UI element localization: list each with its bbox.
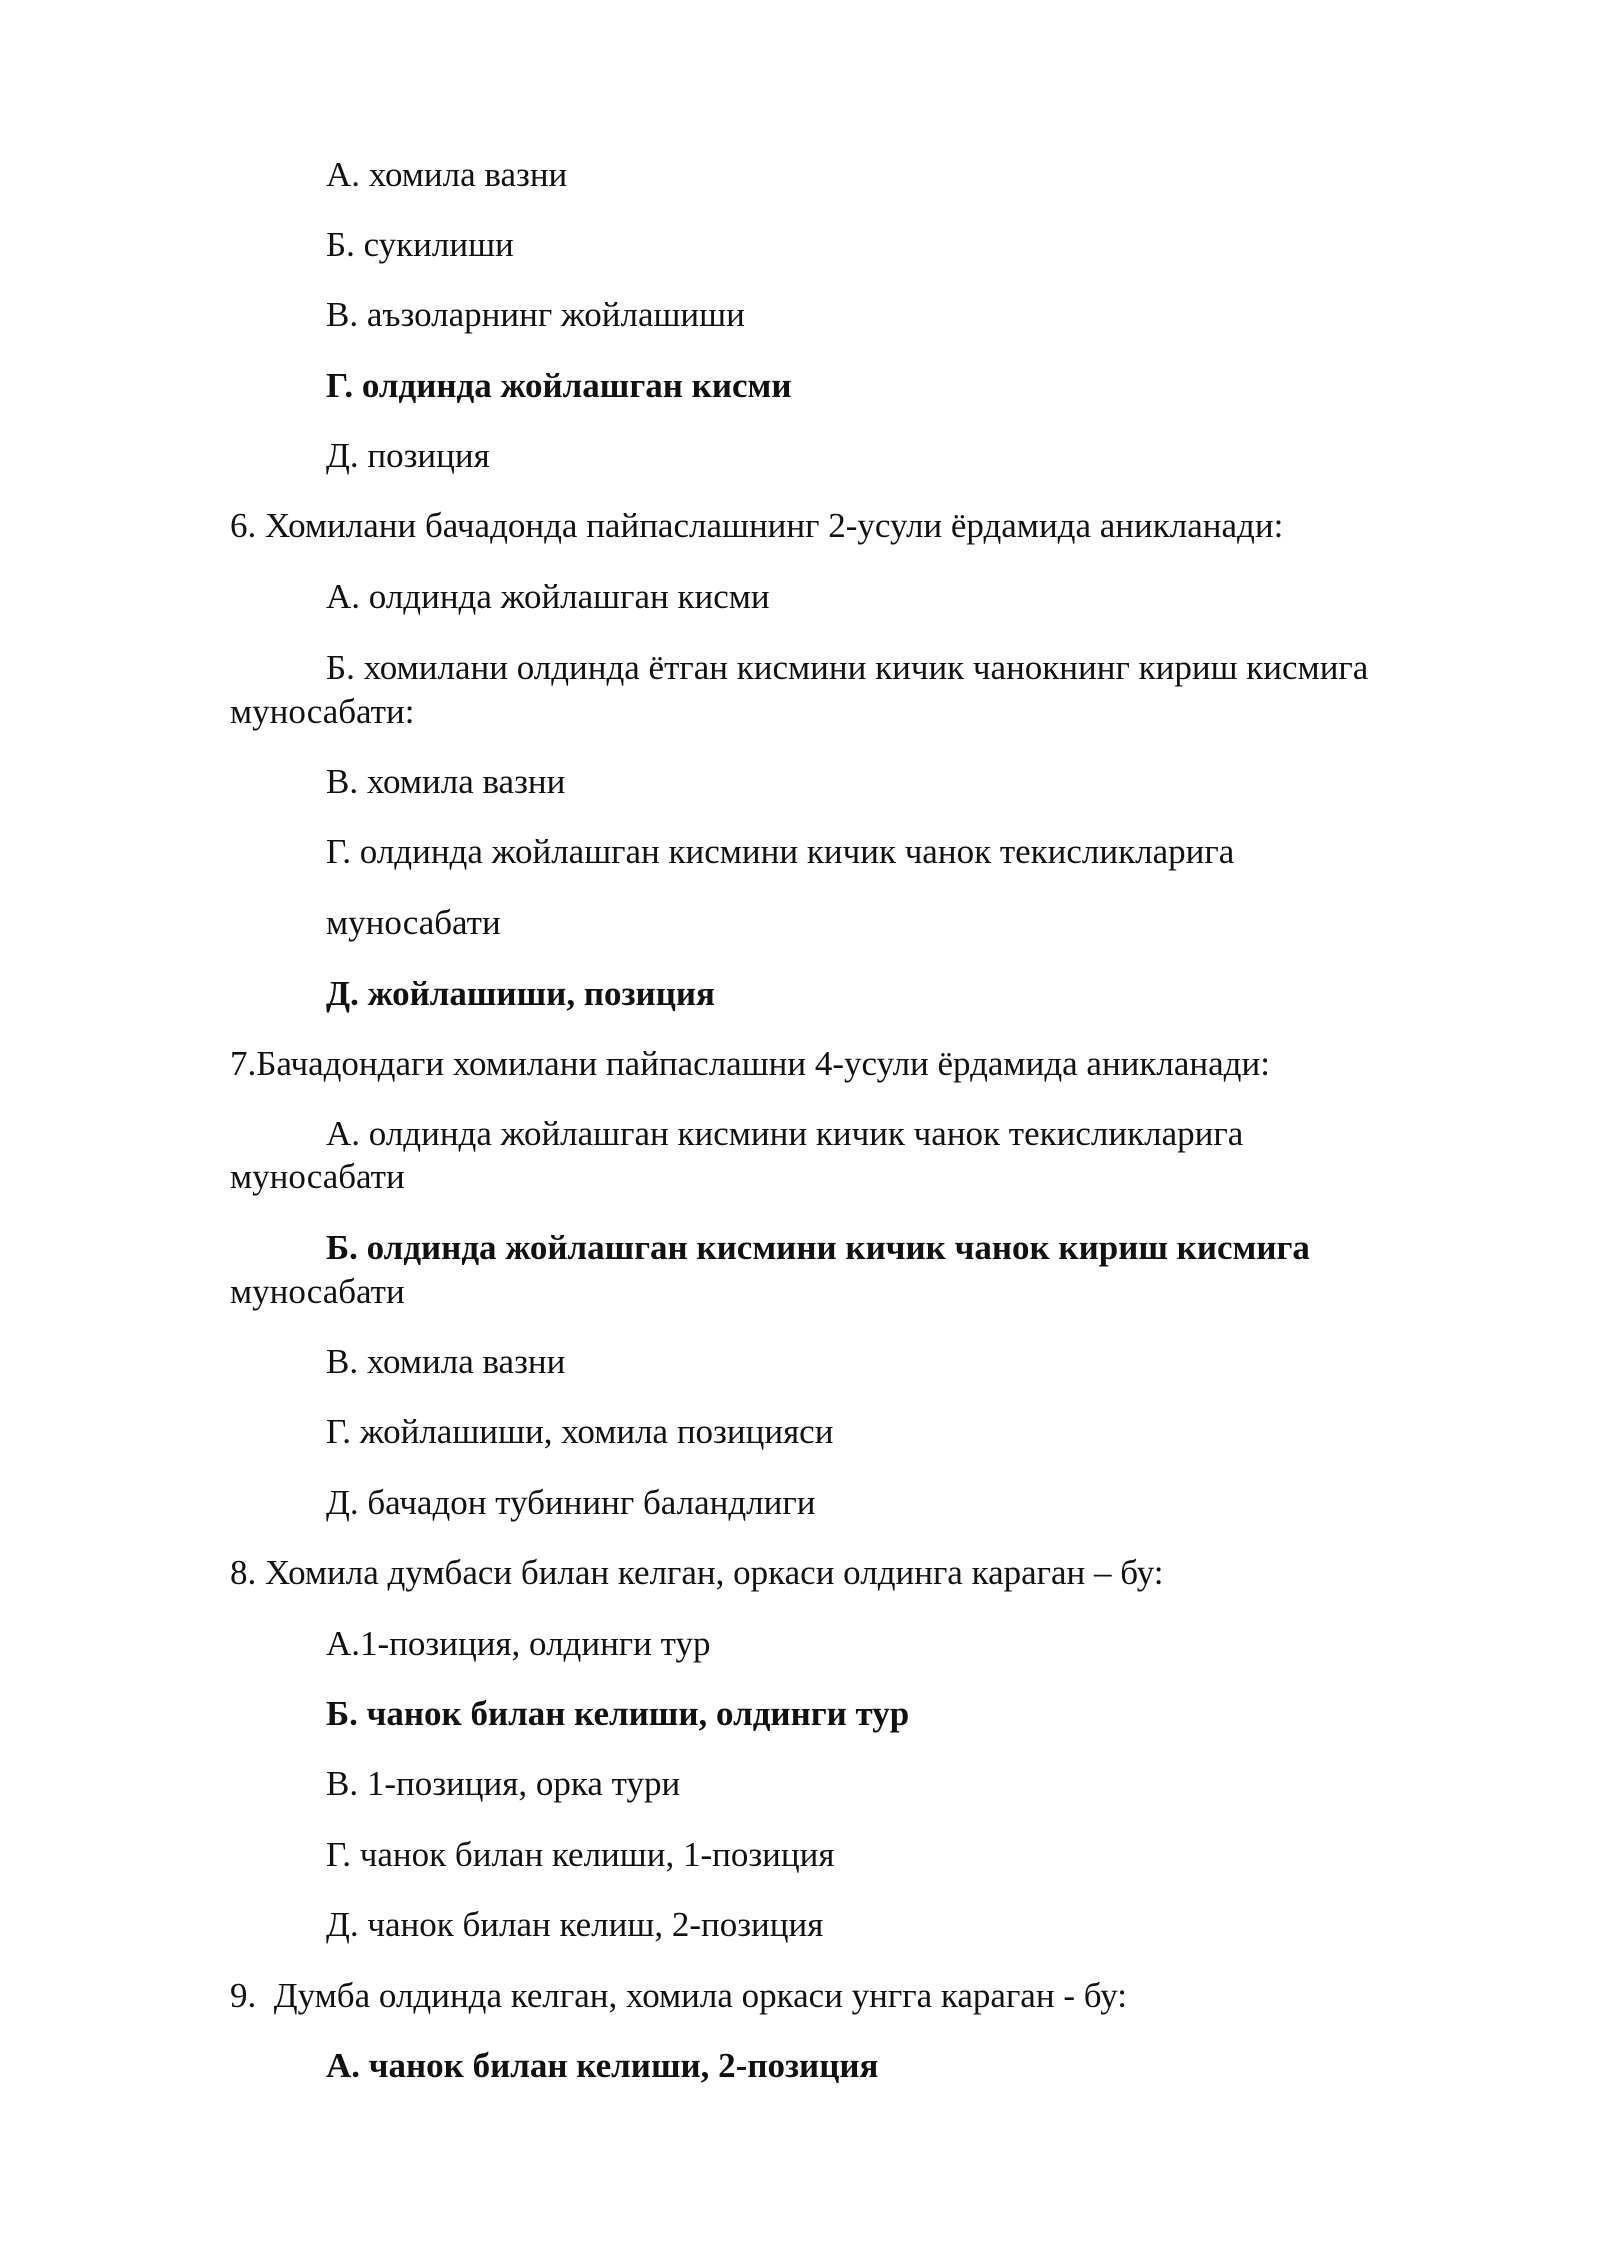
q7-option-a: А. олдинда жойлашган кисмини кичик чанок текисликларига (326, 1114, 1244, 1153)
q8-option-v: В. 1-позиция, орка тури (326, 1764, 681, 1803)
option-a-fetal-weight: А. хомила вазни (326, 155, 568, 194)
q6-option-d: Д. жойлашиши, позиция (326, 974, 715, 1013)
q8-option-b: Б. чанок билан келиши, олдинги тур (326, 1694, 910, 1733)
q8-option-g: Г. чанок билан келиши, 1-позиция (326, 1835, 835, 1874)
question-6: 6. Хомилани бачадонда пайпаслашнинг 2-усули ёрдамида аникланади: (230, 506, 1284, 545)
q7-option-g: Г. жойлашиши, хомила позицияси (326, 1412, 834, 1451)
q7-option-d: Д. бачадон тубининг баландлиги (326, 1483, 816, 1522)
question-7: 7.Бачадондаги хомилани пайпаслашни 4-усули ёрдамида аникланади: (230, 1044, 1270, 1083)
q6-option-g-continued: муносабати (326, 903, 501, 942)
option-g-presenting-part: Г. олдинда жойлашган кисми (326, 366, 792, 405)
q6-option-b: Б. хомилани олдинда ётган кисмини кичик чанокнинг кириш кисмига (326, 648, 1369, 687)
q6-option-a: А. олдинда жойлашган кисми (326, 577, 770, 616)
q8-option-d: Д. чанок билан келиш, 2-позиция (326, 1905, 824, 1944)
option-v-organ-position: В. аъзоларнинг жойлашиши (326, 295, 745, 334)
option-b-attitude: Б. сукилиши (326, 225, 514, 264)
question-9: 9. Думба олдинда келган, хомила оркаси унгга караган - бу: (230, 1976, 1127, 2015)
question-8: 8. Хомила думбаси билан келган, оркаси олдинга караган – бу: (230, 1553, 1164, 1592)
q8-option-a: А.1-позиция, олдинги тур (326, 1624, 711, 1663)
q6-option-b-continued: муносабати: (230, 692, 415, 731)
q7-option-b: Б. олдинда жойлашган кисмини кичик чанок кириш кисмига (326, 1228, 1310, 1267)
q7-option-b-continued: муносабати (230, 1272, 405, 1311)
q6-option-g: Г. олдинда жойлашган кисмини кичик чанок текисликларига (326, 832, 1235, 871)
q7-option-a-continued: муносабати (230, 1157, 405, 1196)
option-d-position: Д. позиция (326, 436, 490, 475)
q7-option-v: В. хомила вазни (326, 1342, 566, 1381)
q9-option-a: А. чанок билан келиши, 2-позиция (326, 2046, 879, 2085)
q6-option-v: В. хомила вазни (326, 762, 566, 801)
